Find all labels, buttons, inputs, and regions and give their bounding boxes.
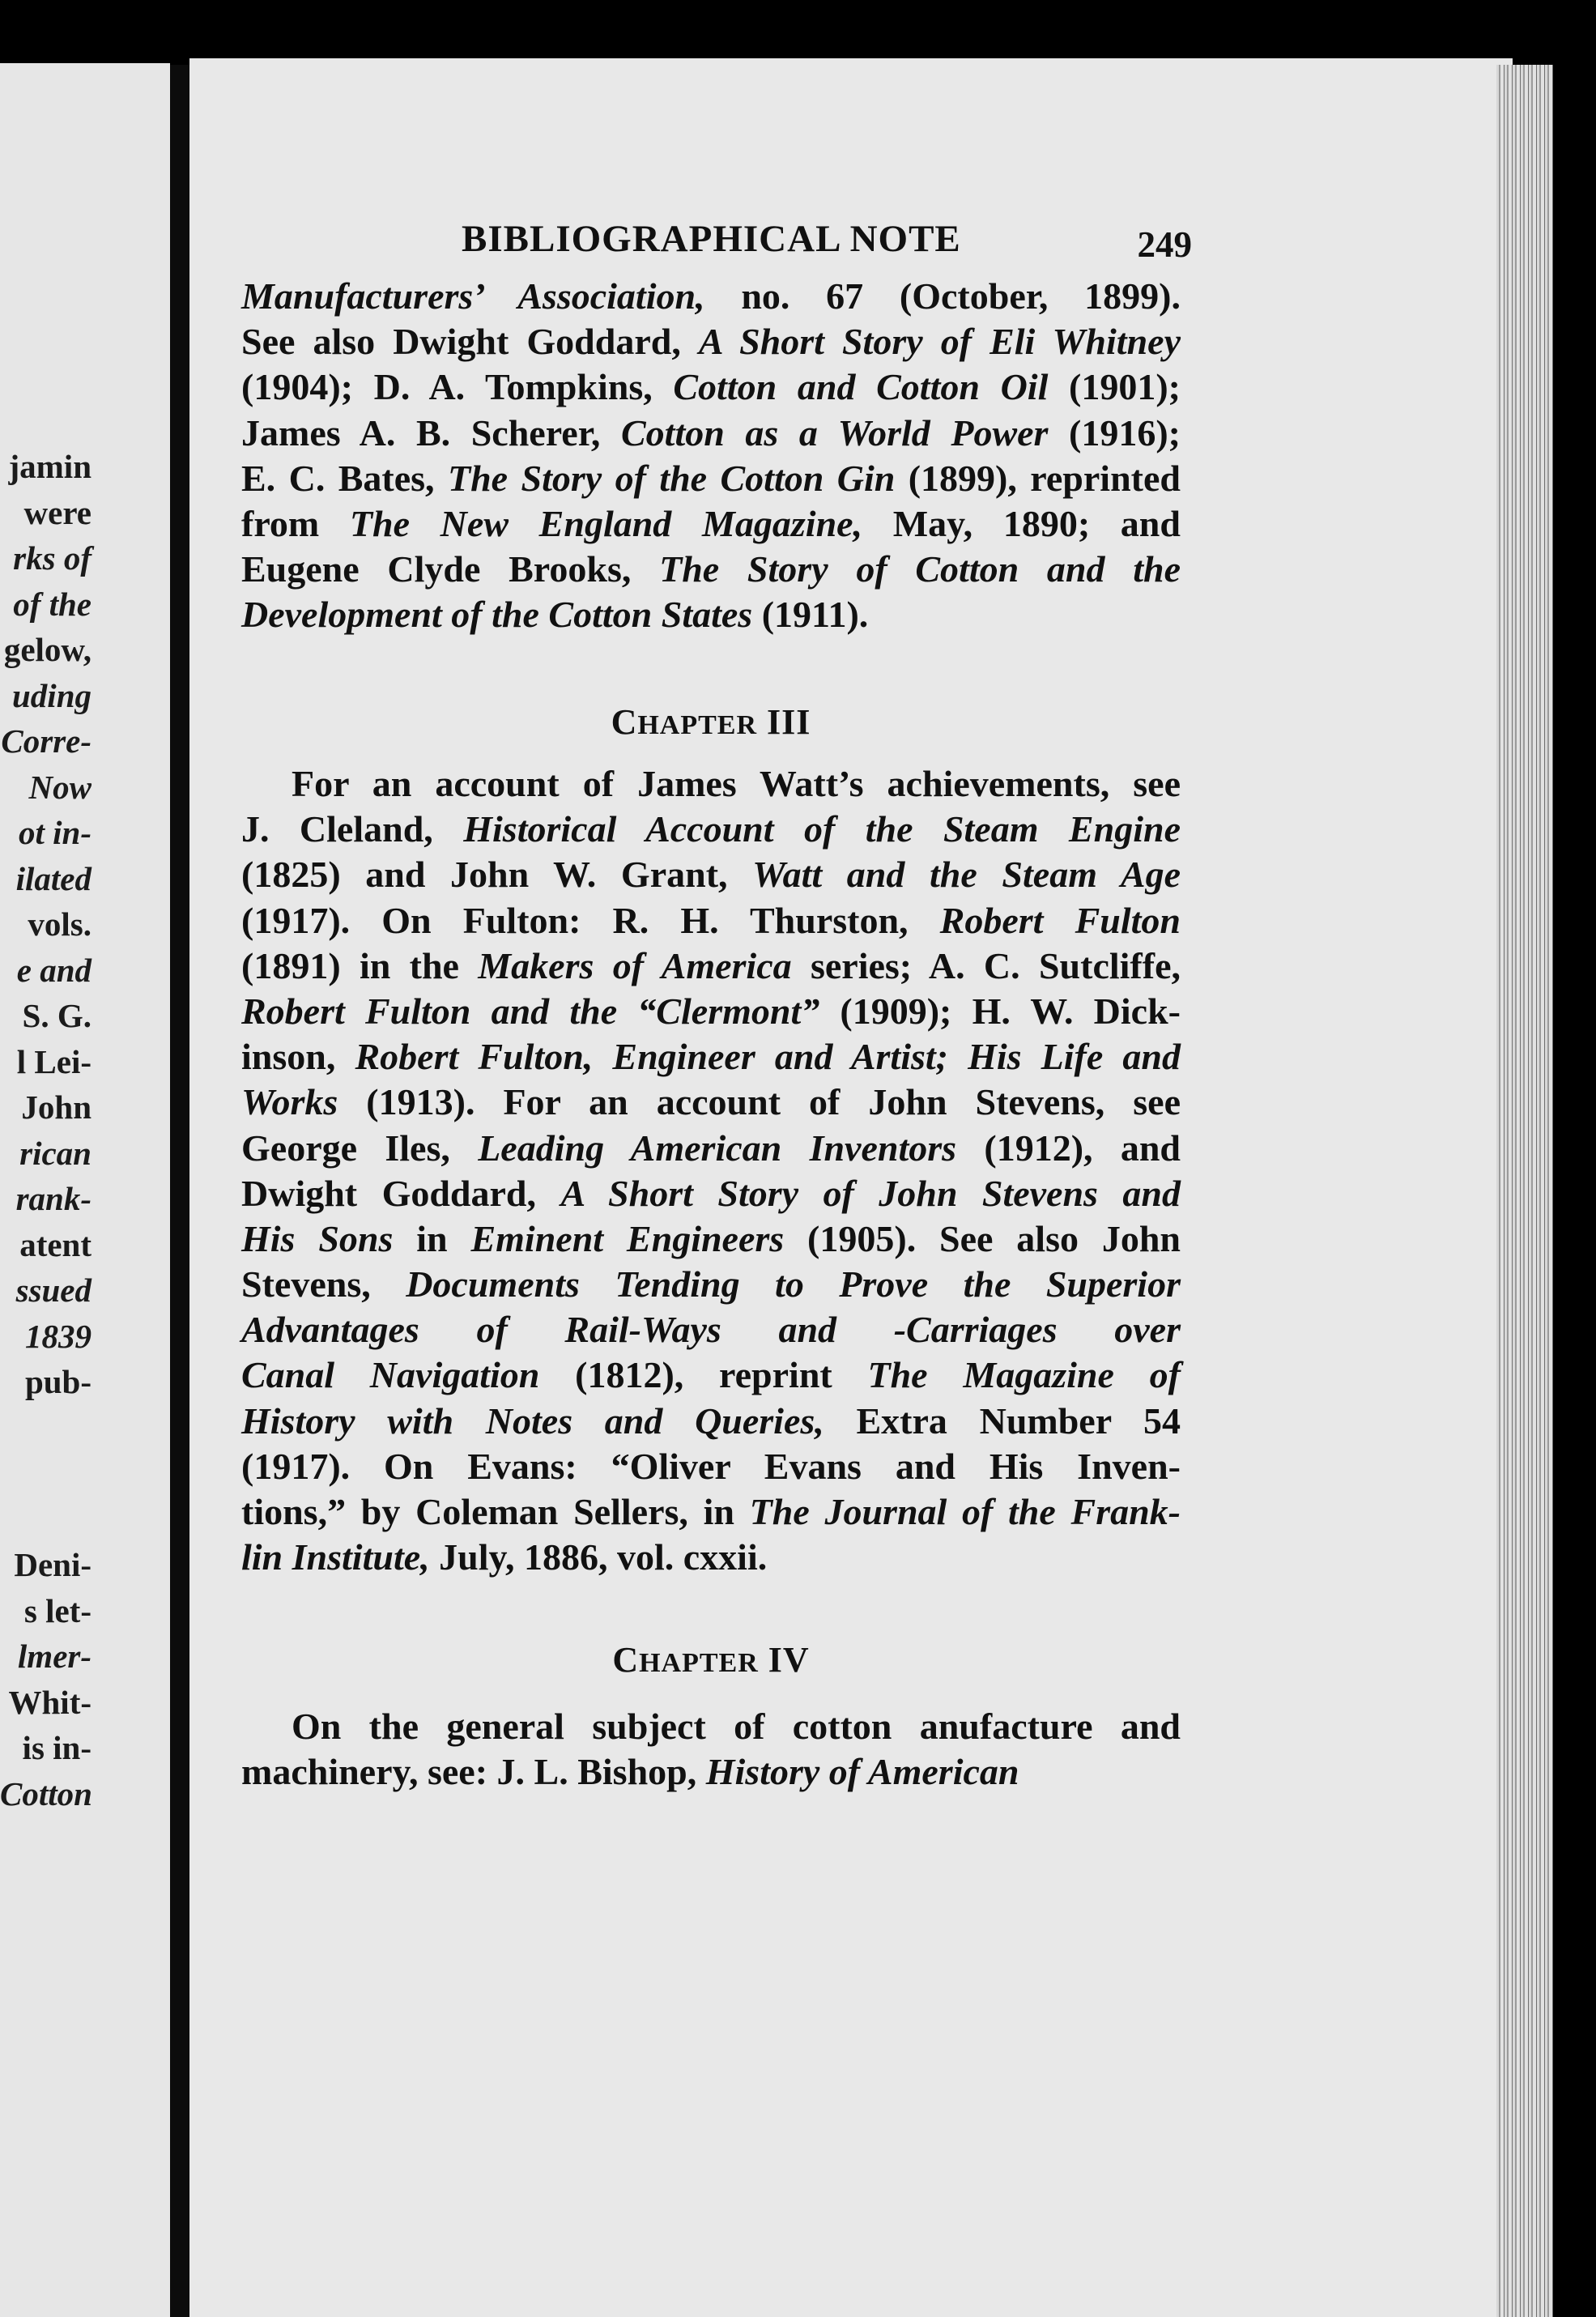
- text-run: (1901);: [1048, 366, 1181, 408]
- text-run: (1916);: [1048, 411, 1181, 454]
- running-head-title: BIBLIOGRAPHICAL NOTE: [462, 218, 961, 260]
- left-page-line: Cotton: [0, 1774, 92, 1812]
- italic-title: The Journal of the Frank-: [749, 1491, 1181, 1532]
- text-line: [241, 989, 1181, 1034]
- left-page-line: John: [21, 1088, 92, 1126]
- text-line: [241, 501, 1181, 547]
- chapter-heading-3: [241, 701, 1181, 743]
- text-run: machinery, see: J. L. Bishop,: [241, 1751, 706, 1793]
- text-run: (1917). On Fulton: R. H. Thurston,: [241, 899, 940, 941]
- left-page-line: is in-: [22, 1729, 92, 1766]
- text-line: [241, 1171, 1181, 1216]
- left-page-line: Deni-: [14, 1546, 92, 1583]
- left-page-line: were: [23, 493, 92, 531]
- left-page-line: s let-: [23, 1591, 92, 1629]
- text-run: E. C. Bates,: [241, 457, 448, 499]
- text-line: [241, 1704, 1181, 1749]
- paragraph-continuation: [241, 274, 1181, 638]
- left-page-line: uding: [12, 676, 92, 714]
- text-line: [241, 1216, 1181, 1262]
- italic-title: A Short Story of Eli Whitney: [698, 321, 1181, 363]
- text-run: (1905). See also John: [784, 1217, 1181, 1259]
- left-page-line: lmer-: [17, 1638, 92, 1675]
- chapter-3-paragraph: [241, 761, 1181, 1580]
- text-line: [241, 1352, 1181, 1398]
- text-line: [241, 456, 1181, 501]
- text-run: no. 67 (October, 1899).: [704, 275, 1181, 317]
- left-page-line: ssued: [15, 1271, 92, 1309]
- left-page-line: l Lei-: [16, 1042, 92, 1080]
- page-edges: [1496, 65, 1553, 2317]
- italic-title: Documents Tending to Prove the Superior: [406, 1263, 1181, 1305]
- italic-title: Makers of America: [478, 944, 792, 986]
- text-line: [241, 547, 1181, 592]
- text-run: (1812), reprint: [539, 1354, 832, 1396]
- text-run: (1912), and: [956, 1127, 1181, 1169]
- book-gutter: [170, 65, 189, 2317]
- text-run: series; A. C. Sutcliffe,: [791, 944, 1181, 986]
- italic-title: The Magazine of: [867, 1354, 1181, 1396]
- left-page: [0, 63, 170, 2317]
- chapter-heading-lead: C: [612, 1640, 640, 1680]
- left-page-line: Whit-: [8, 1683, 92, 1721]
- text-line: [241, 898, 1181, 943]
- text-run: (1917). On Evans: “Oliver Evans and His Inven-: [241, 1445, 1181, 1487]
- left-page-line: Now: [28, 768, 92, 806]
- running-head: [241, 217, 1192, 274]
- text-run: in: [393, 1217, 471, 1259]
- text-run: [836, 1309, 894, 1350]
- text-line: [241, 761, 1181, 807]
- italic-title: Robert Fulton: [939, 899, 1181, 941]
- text-line: [241, 1399, 1181, 1444]
- italic-title: lin Institute,: [241, 1536, 430, 1578]
- text-line: [241, 943, 1181, 989]
- text-run: James A. B. Scherer,: [241, 411, 621, 454]
- text-line: [241, 1307, 1181, 1352]
- left-page-line: Corre-: [1, 722, 92, 760]
- text-run: Extra Number 54: [824, 1399, 1181, 1442]
- text-line: [241, 364, 1181, 410]
- text-line: [241, 1262, 1181, 1307]
- left-page-line: jamin: [8, 448, 92, 485]
- text-run: (1904); D. A. Tompkins,: [241, 366, 674, 408]
- text-line: [241, 1535, 1181, 1580]
- chapter-heading-word: HAPTER: [639, 1648, 759, 1678]
- italic-title: History of American: [705, 1751, 1019, 1793]
- text-line: [241, 1126, 1181, 1171]
- left-page-line: [0, 1450, 166, 1497]
- chapter-heading-numeral: IV: [768, 1640, 810, 1680]
- text-line: [241, 1749, 1181, 1795]
- text-run: J. Cleland,: [241, 808, 464, 850]
- left-page-line: S. G.: [22, 997, 92, 1034]
- text-line: [241, 1034, 1181, 1080]
- left-page-line: ilated: [15, 859, 92, 897]
- left-page-line: 1839: [25, 1317, 92, 1355]
- text-run: inson,: [241, 1036, 355, 1078]
- left-page-line: e and: [16, 951, 92, 989]
- left-page-line: [0, 1497, 166, 1543]
- text-line: [241, 274, 1181, 319]
- text-run: anufacture and: [919, 1706, 1181, 1747]
- italic-title: The New England Magazine,: [349, 502, 863, 544]
- left-page-line: ot in-: [19, 814, 92, 851]
- text-run: from: [241, 502, 350, 544]
- text-run: See also Dwight Goddard,: [241, 321, 699, 363]
- left-page-line: [0, 1405, 166, 1451]
- text-run: (1825) and John W. Grant,: [241, 854, 753, 896]
- text-run: (1891) in the: [241, 944, 479, 986]
- italic-title: Works: [241, 1081, 338, 1123]
- text-run: (1913). For an account of John Stevens, see: [338, 1081, 1181, 1123]
- chapter-heading-lead: C: [611, 702, 638, 742]
- text-run: (1909); H. W. Dick-: [819, 990, 1181, 1032]
- chapter-heading-4: [241, 1639, 1181, 1680]
- italic-title: The Story of Cotton and the: [659, 548, 1181, 590]
- left-page-line: of the: [13, 585, 92, 623]
- italic-title: Eminent Engineers: [470, 1217, 785, 1259]
- italic-title: Development of the Cotton States: [241, 594, 753, 636]
- text-run: [832, 1354, 868, 1395]
- text-line: [241, 1489, 1181, 1535]
- text-line: [241, 852, 1181, 897]
- text-line: [241, 319, 1181, 364]
- italic-title: Advantages of Rail-Ways and: [241, 1309, 837, 1351]
- text-line: [241, 411, 1181, 456]
- text-line: [241, 807, 1181, 852]
- text-line: [241, 1444, 1181, 1489]
- italic-title: -Carriages over: [893, 1309, 1181, 1351]
- text-run: Eugene Clyde Brooks,: [241, 548, 660, 590]
- italic-title: Robert Fulton, Engineer and Artist; His Life and: [355, 1036, 1181, 1078]
- text-run: May, 1890; and: [862, 502, 1181, 544]
- text-run: (1911).: [752, 594, 869, 636]
- chapter-heading-numeral: III: [767, 702, 811, 742]
- text-run: [892, 1706, 919, 1747]
- italic-title: History with Notes and Queries,: [241, 1399, 824, 1442]
- left-page-line: pub-: [24, 1363, 92, 1400]
- left-page-line: atent: [19, 1225, 92, 1263]
- italic-title: Cotton and Cotton Oil: [673, 366, 1049, 408]
- chapter-4-paragraph: [241, 1704, 1181, 1795]
- left-page-line: rank-: [15, 1180, 92, 1217]
- italic-title: Manufacturers’ Association,: [241, 275, 705, 317]
- italic-title: Cotton as a World Power: [621, 411, 1049, 454]
- scan-border: [1553, 0, 1596, 2317]
- text-line: [241, 1080, 1181, 1125]
- italic-title: His Sons: [241, 1217, 394, 1259]
- italic-title: Canal Navigation: [241, 1354, 540, 1396]
- italic-title: Watt and the Steam Age: [752, 854, 1181, 896]
- text-run: Dwight Goddard,: [241, 1172, 561, 1214]
- text-line: [241, 592, 1181, 637]
- italic-title: A Short Story of John Stevens and: [560, 1172, 1181, 1214]
- left-page-line: gelow,: [3, 631, 92, 668]
- left-page-line: rks of: [13, 539, 92, 577]
- left-page-text-column: [0, 444, 166, 1817]
- text-run: On the general subject of cotton: [292, 1706, 892, 1747]
- left-page-line: rican: [19, 1134, 92, 1172]
- text-run: George Iles,: [241, 1127, 479, 1169]
- text-run: tions,” by Coleman Sellers, in: [241, 1491, 750, 1532]
- italic-title: The Story of the Cotton Gin: [447, 457, 896, 499]
- italic-title: Robert Fulton and the “Clermont”: [241, 990, 820, 1032]
- text-run: July, 1886, vol. cxxii.: [429, 1536, 768, 1578]
- text-run: For an account of James Watt’s achievements, see: [292, 763, 1181, 804]
- italic-title: Historical Account of the Steam Engine: [463, 808, 1181, 850]
- text-run: (1899), reprinted: [895, 457, 1181, 499]
- page-number: 249: [1137, 224, 1192, 265]
- left-page-line: vols.: [28, 905, 92, 943]
- chapter-heading-word: HAPTER: [637, 710, 758, 740]
- italic-title: Leading American Inventors: [478, 1127, 957, 1169]
- text-run: Stevens,: [241, 1263, 406, 1305]
